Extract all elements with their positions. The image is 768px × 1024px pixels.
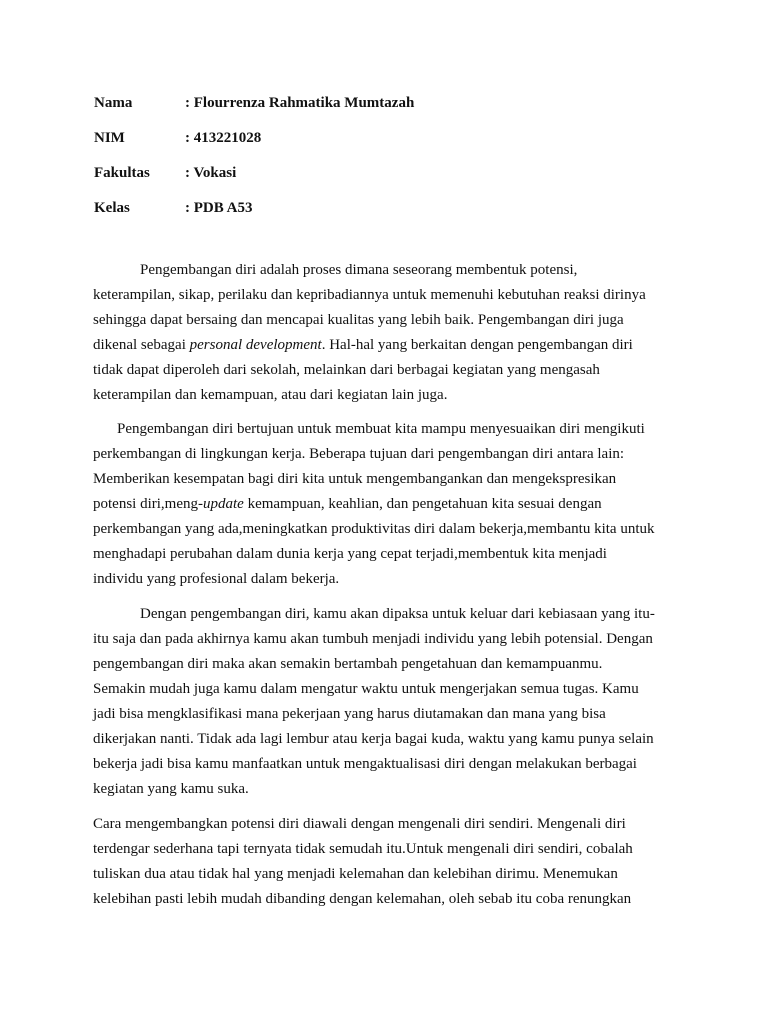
paragraph-line: Dengan pengembangan diri, kamu akan dipaksa untuk keluar dari kebiasaan yang itu-	[140, 606, 655, 622]
identity-row-kelas	[94, 191, 654, 226]
paragraph-line: perkembangan yang ada,meningkatkan produktivitas diri dalam bekerja,membantu kita untuk	[93, 521, 655, 537]
line-text: potensi diri,meng-	[93, 496, 203, 512]
paragraph-line: keterampilan dan kemampuan, atau dari kegiatan lain juga.	[93, 387, 448, 403]
identity-block	[94, 86, 654, 226]
paragraph-line: kelebihan pasti lebih mudah dibanding dengan kelemahan, oleh sebab itu coba renungkan	[93, 891, 632, 907]
italic-term: personal development	[189, 337, 322, 353]
line-text: dikenal sebagai	[93, 337, 190, 353]
identity-value: : Flourrenza Rahmatika Mumtazah	[185, 95, 415, 111]
paragraph-line	[93, 492, 677, 517]
identity-row-nama	[94, 86, 654, 121]
identity-value: : PDB A53	[185, 200, 253, 216]
paragraph-line: menghadapi perubahan dalam dunia kerja yang cepat terjadi,membentuk kita menjadi	[93, 546, 607, 562]
paragraph-4	[93, 812, 677, 912]
paragraph-line: bekerja jadi bisa kamu manfaatkan untuk mengaktualisasi diri dengan melakukan berbagai	[93, 756, 637, 772]
paragraph-line: tuliskan dua atau tidak hal yang menjadi kelemahan dan kelebihan dirimu. Menemukan	[93, 866, 618, 882]
identity-label: Fakultas	[94, 165, 150, 181]
paragraph-3	[93, 602, 677, 802]
paragraph-line: dikerjakan nanti. Tidak ada lagi lembur atau kerja bagai kuda, waktu yang kamu punya selain	[93, 731, 654, 747]
identity-label: Kelas	[94, 200, 130, 216]
identity-value: : 413221028	[185, 130, 262, 146]
paragraph-line: terdengar sederhana tapi ternyata tidak semudah itu.Untuk mengenali diri sendiri, cobalah	[93, 841, 633, 857]
paragraph-line: pengembangan diri maka akan semakin bertambah pengetahuan dan kemampuanmu.	[93, 656, 603, 672]
identity-value: : Vokasi	[185, 165, 237, 181]
paragraph-line: tidak dapat diperoleh dari sekolah, melainkan dari berbagai kegiatan yang mengasah	[93, 362, 600, 378]
paragraph-line	[93, 333, 677, 358]
paragraph-2	[93, 417, 677, 592]
paragraph-line: individu yang profesional dalam bekerja.	[93, 571, 340, 587]
paragraph-line: Memberikan kesempatan bagi diri kita untuk mengembangankan dan mengekspresikan	[93, 471, 617, 487]
paragraph-line: Pengembangan diri bertujuan untuk membuat kita mampu menyesuaikan diri mengikuti	[117, 421, 645, 437]
paragraph-1	[93, 258, 677, 408]
line-text: kemampuan, keahlian, dan pengetahuan kita sesuai dengan	[243, 496, 602, 512]
paragraph-line: itu saja dan pada akhirnya kamu akan tumbuh menjadi individu yang lebih potensial. Dengan	[93, 631, 653, 647]
line-text: . Hal-hal yang berkaitan dengan pengembangan diri	[321, 337, 633, 353]
italic-term: update	[202, 496, 244, 512]
identity-label: NIM	[94, 130, 125, 146]
essay-body	[93, 258, 677, 912]
paragraph-line: Cara mengembangkan potensi diri diawali dengan mengenali diri sendiri. Mengenali diri	[93, 816, 626, 832]
identity-label: Nama	[94, 95, 133, 111]
paragraph-line: Pengembangan diri adalah proses dimana seseorang membentuk potensi,	[140, 262, 578, 278]
paragraph-line: perkembangan di lingkungan kerja. Beberapa tujuan dari pengembangan diri antara lain:	[93, 446, 625, 462]
paragraph-line: sehingga dapat bersaing dan mencapai kualitas yang lebih baik. Pengembangan diri juga	[93, 312, 624, 328]
identity-row-fakultas	[94, 156, 654, 191]
paragraph-line: kegiatan yang kamu suka.	[93, 781, 249, 797]
paragraph-line: Semakin mudah juga kamu dalam mengatur waktu untuk mengerjakan semua tugas. Kamu	[93, 681, 639, 697]
identity-row-nim	[94, 121, 654, 156]
paragraph-line: jadi bisa mengklasifikasi mana pekerjaan yang harus diutamakan dan mana yang bisa	[93, 706, 606, 722]
paragraph-line: keterampilan, sikap, perilaku dan kepribadiannya untuk memenuhi kebutuhan reaksi dirinya	[93, 287, 646, 303]
